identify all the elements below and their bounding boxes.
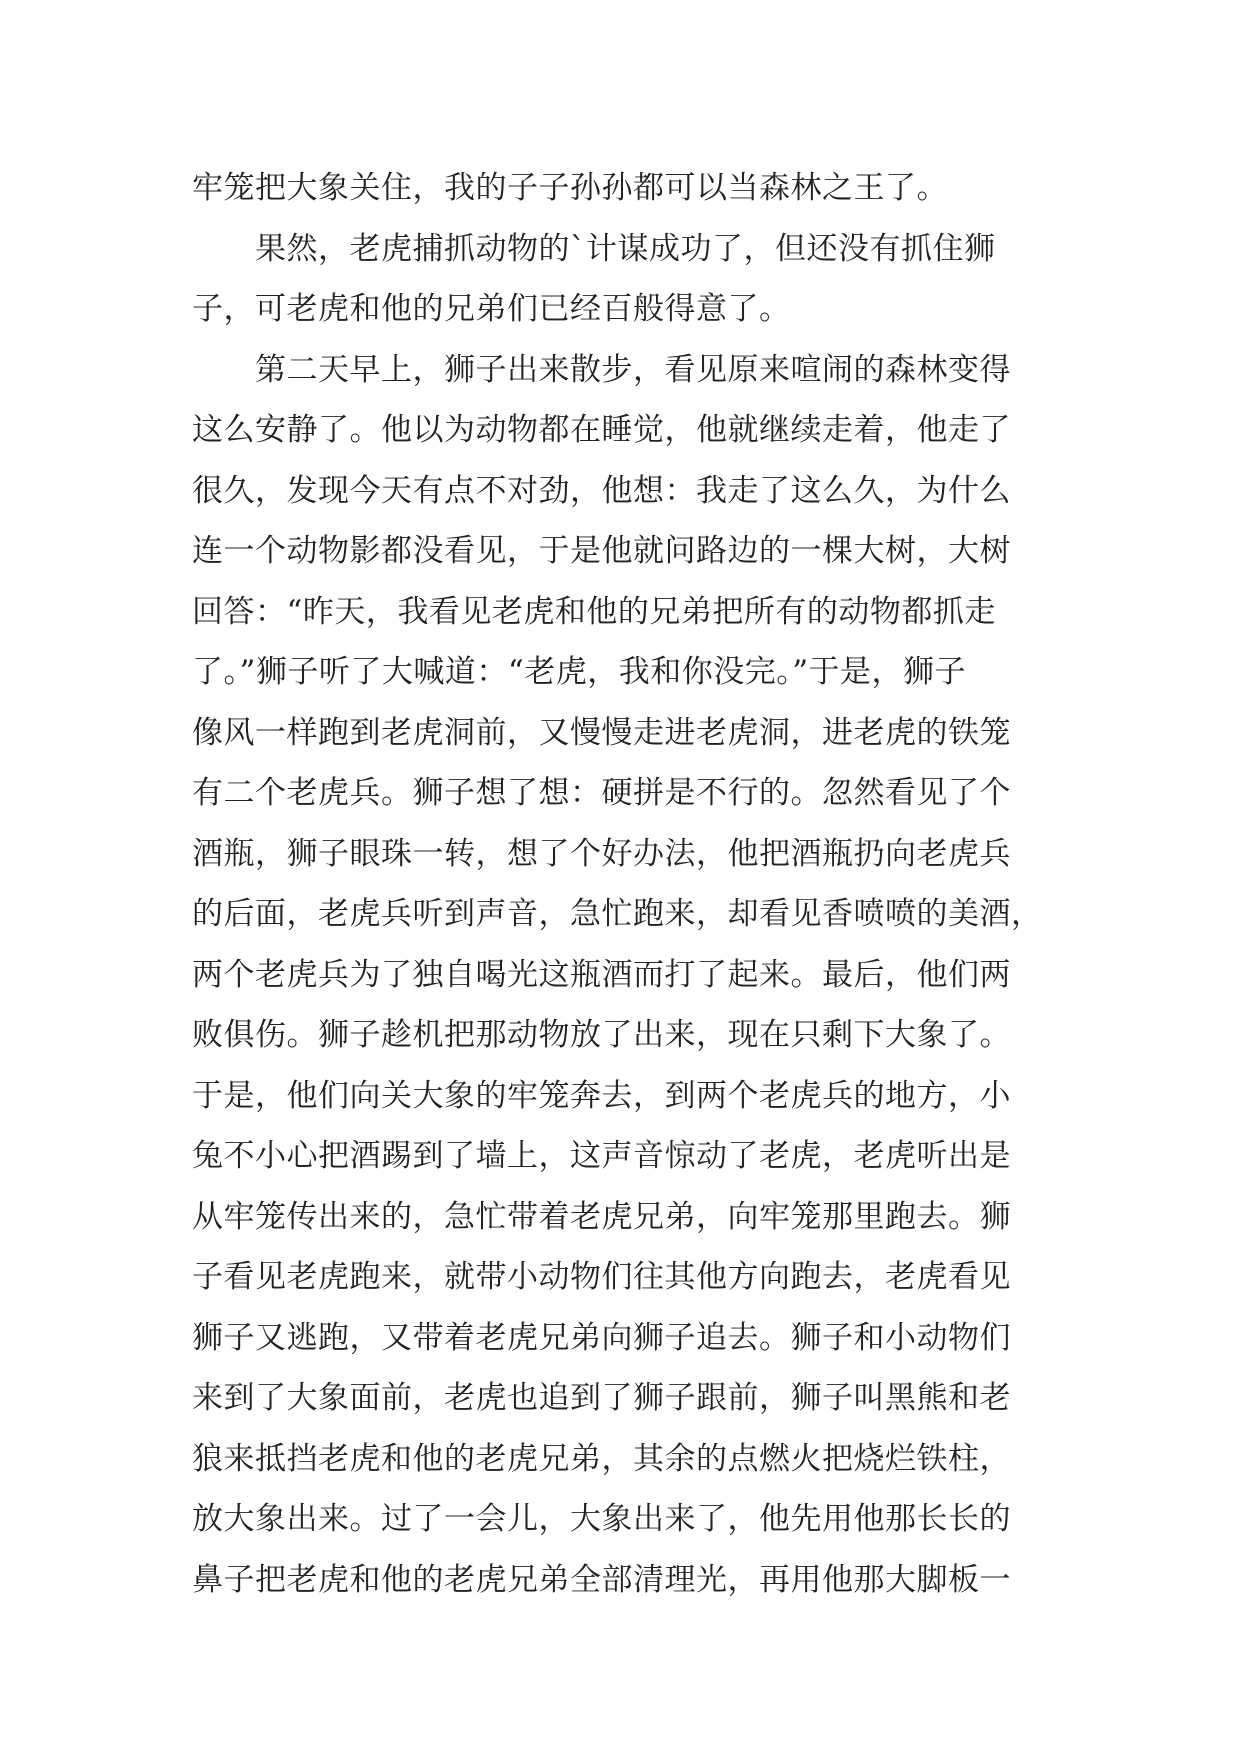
- text-line: 来到了大象面前，老虎也追到了狮子跟前，狮子叫黑熊和老: [192, 1380, 1011, 1416]
- text-line: 这么安静了。他以为动物都在睡觉，他就继续走着，他走了: [192, 412, 1011, 448]
- text-line: 了。”狮子听了大喊道：“老虎，我和你没完。”于是，狮子: [192, 654, 967, 690]
- text-line: 连一个动物影都没看见，于是他就问路边的一棵大树，大树: [192, 533, 1011, 569]
- text-line: 子看见老虎跑来，就带小动物们往其他方向跑去，老虎看见: [192, 1259, 1011, 1295]
- text-line: 鼻子把老虎和他的老虎兄弟全部清理光，再用他那大脚板一: [192, 1561, 1011, 1598]
- text-line: 放大象出来。过了一会儿，大象出来了，他先用他那长长的: [192, 1501, 1011, 1537]
- text-line: 很久，发现今天有点不对劲，他想：我走了这么久，为什么: [192, 472, 1011, 509]
- text-line: 从牢笼传出来的，急忙带着老虎兄弟，向牢笼那里跑去。狮: [192, 1198, 1011, 1235]
- text-line: 兔不小心把酒踢到了墙上，这声音惊动了老虎，老虎听出是: [192, 1138, 1011, 1174]
- text-line: 狮子又逃跑，又带着老虎兄弟向狮子追去。狮子和小动物们: [192, 1319, 1011, 1356]
- text-line: 的后面，老虎兵听到声音，急忙跑来，却看见香喷喷的美酒，: [192, 896, 1043, 932]
- story-text: [192, 158, 1072, 1610]
- text-line: 酒瓶，狮子眼珠一转，想了个好办法，他把酒瓶扔向老虎兵: [192, 835, 1011, 872]
- text-line: 果然，老虎捕抓动物的`计谋成功了，但还没有抓住狮: [192, 230, 996, 267]
- text-line: 有二个老虎兵。狮子想了想：硬拼是不行的。忽然看见了个: [192, 775, 1011, 811]
- text-line: 第二天早上，狮子出来散步，看见原来喧闹的森林变得: [192, 351, 1011, 388]
- text-line: 像风一样跑到老虎洞前，又慢慢走进老虎洞，进老虎的铁笼: [192, 714, 1011, 751]
- text-line: 子，可老虎和他的兄弟们已经百般得意了。: [192, 291, 791, 327]
- text-line: 于是，他们向关大象的牢笼奔去，到两个老虎兵的地方，小: [192, 1077, 1011, 1114]
- text-line: 两个老虎兵为了独自喝光这瓶酒而打了起来。最后，他们两: [192, 956, 1011, 993]
- text-line: 回答：“昨天，我看见老虎和他的兄弟把所有的动物都抓走: [192, 593, 996, 630]
- text-line: 牢笼把大象关住，我的子子孙孙都可以当森林之王了。: [192, 170, 948, 206]
- text-line: 狼来抵挡老虎和他的老虎兄弟，其余的点燃火把烧烂铁柱，: [192, 1440, 1011, 1477]
- text-line: 败俱伤。狮子趁机把那动物放了出来，现在只剩下大象了。: [192, 1017, 1011, 1053]
